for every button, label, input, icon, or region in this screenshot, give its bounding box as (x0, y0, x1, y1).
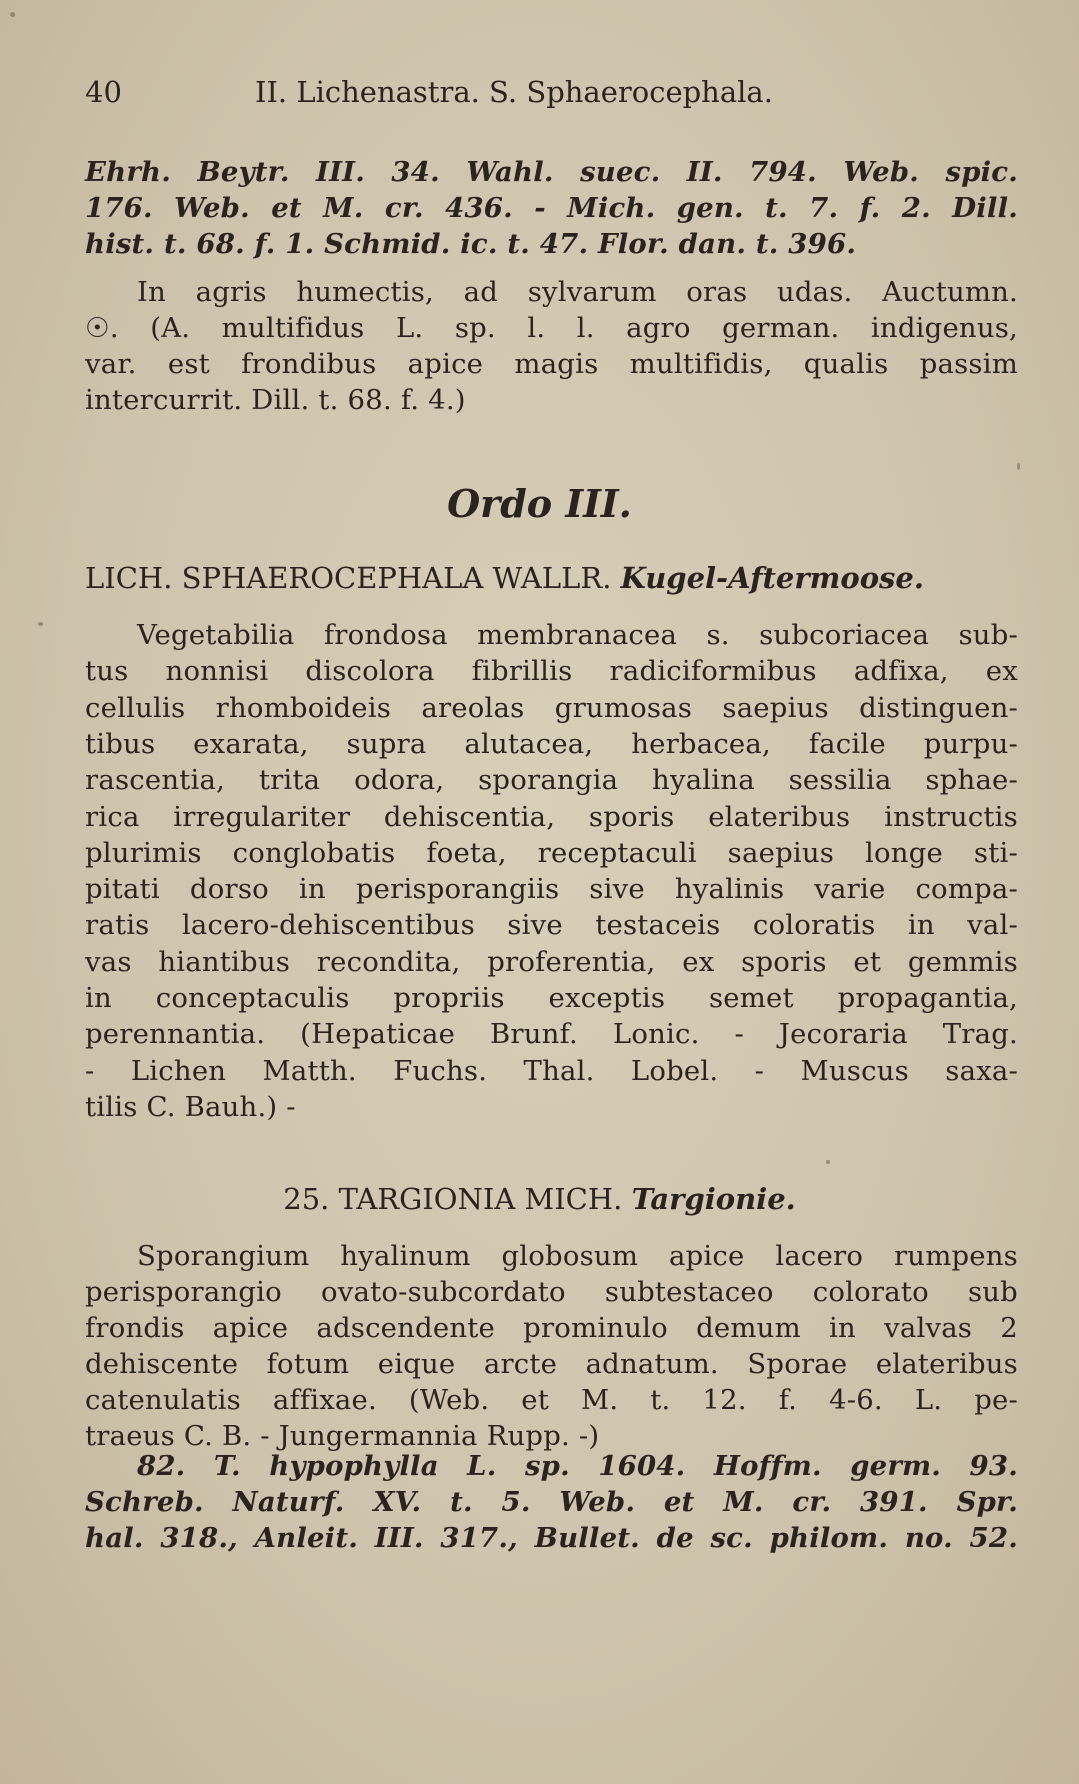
paper-speck (1017, 463, 1020, 470)
genus-description-line: traeus C. B. - Jungermannia Rupp. -) (85, 1420, 600, 1452)
genus-description-line: catenulatis affixae. (Web. et M. t. 12. f. 4-6. L. pe- (85, 1384, 1018, 1416)
order-description-line: Vegetabilia frondosa membranacea s. subcoriacea sub- (137, 619, 1018, 651)
order-name: LICH. SPHAEROCEPHALA WALLR. (85, 561, 612, 595)
genus-title: 25. TARGIONIA MICH. (283, 1182, 623, 1216)
order-description-line: vas hiantibus recondita, proferentia, ex sporis et gemmis (85, 945, 1018, 978)
reference-line: 176. Web. et M. cr. 436. - Mich. gen. t. 7. f. 2. Dill. (85, 192, 1018, 224)
genus-german-name: Targionie. (631, 1182, 796, 1216)
running-head (85, 74, 885, 110)
species-line: hal. 318., Anleit. III. 317., Bullet. de sc. philom. no. 52. (85, 1522, 1018, 1554)
order-description-line: rascentia, trita odora, sporangia hyalina sessilia sphae- (85, 764, 1018, 797)
order-title (85, 560, 1018, 596)
species-line: Schreb. Naturf. XV. t. 5. Web. et M. cr. 391. Spr. (85, 1486, 1018, 1518)
habitat-line: ☉. (A. multifidus L. sp. l. l. agro german. indigenus, (85, 312, 1018, 344)
order-description-line: cellulis rhomboideis areolas grumosas saepius distinguen- (85, 691, 1018, 724)
order-description-line: plurimis conglobatis foeta, receptaculi saepius longe sti- (85, 836, 1018, 869)
genus-description-line: Sporangium hyalinum globosum apice lacero rumpens (137, 1240, 1018, 1272)
reference-line: Ehrh. Beytr. III. 34. Wahl. suec. II. 794. Web. spic. (85, 156, 1018, 188)
genus-heading (0, 1181, 1079, 1217)
order-description-line: - Lichen Matth. Fuchs. Thal. Lobel. - Muscus saxa- (85, 1054, 1018, 1087)
genus-description-line: perisporangio ovato-subcordato subtestaceo colorato sub (85, 1276, 1018, 1308)
order-description-line: tilis C. Bauh.) - (85, 1090, 296, 1123)
order-description-line: perennantia. (Hepaticae Brunf. Lonic. - Jecoraria Trag. (85, 1018, 1018, 1051)
order-description-line: tibus exarata, supra alutacea, herbacea, facile purpu- (85, 727, 1018, 760)
reference-line: hist. t. 68. f. 1. Schmid. ic. t. 47. Flor. dan. t. 396. (85, 228, 857, 260)
habitat-line: var. est frondibus apice magis multifidis, qualis passim (85, 348, 1018, 380)
running-title: II. Lichenastra. S. Sphaerocephala. (255, 75, 773, 109)
paper-speck (826, 1160, 830, 1164)
paper-speck (38, 622, 43, 626)
genus-description-line: frondis apice adscendente prominulo demum in valvas 2 (85, 1312, 1018, 1344)
paper-speck (10, 12, 15, 17)
species-line: 82. T. hypophylla L. sp. 1604. Hoffm. germ. 93. (137, 1450, 1018, 1482)
habitat-line: In agris humectis, ad sylvarum oras udas. Auctumn. (137, 276, 1018, 308)
order-description-line: tus nonnisi discolora fibrillis radiciformibus adfixa, ex (85, 655, 1018, 688)
order-description-line: in conceptaculis propriis exceptis semet propagantia, (85, 982, 1018, 1014)
genus-description-line: dehiscente fotum eique arcte adnatum. Sporae elateribus (85, 1348, 1018, 1380)
order-german-name: Kugel-Aftermoose. (620, 561, 924, 595)
page-number: 40 (85, 75, 122, 109)
ordo-heading: Ordo III. (447, 481, 632, 526)
order-description-line: ratis lacero-dehiscentibus sive testaceis coloratis in val- (85, 909, 1018, 942)
order-description-line: pitati dorso in perisporangiis sive hyalinis varie compa- (85, 873, 1018, 906)
order-description-line: rica irregulariter dehiscentia, sporis elateribus instructis (85, 800, 1018, 833)
habitat-line: intercurrit. Dill. t. 68. f. 4.) (85, 384, 466, 416)
